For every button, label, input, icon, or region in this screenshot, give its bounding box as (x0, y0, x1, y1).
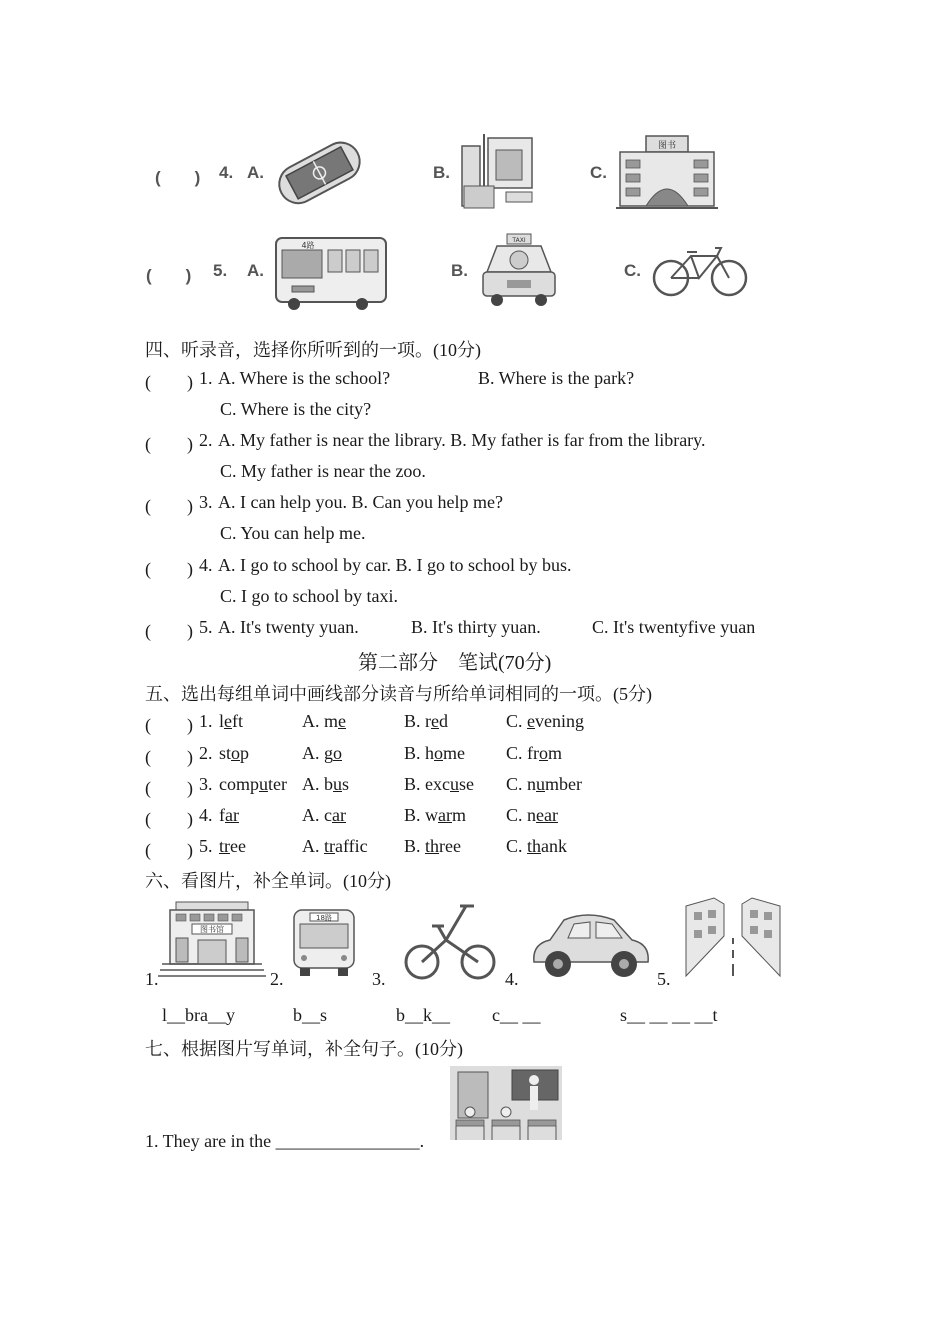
option-b: B. It's thirty yuan. (411, 617, 541, 637)
underlined-letters: ar (438, 805, 452, 825)
answer-bracket[interactable]: ( ) (145, 559, 193, 579)
option-c: C. It's twentyfive yuan (592, 617, 756, 637)
word-part: m (452, 805, 467, 825)
word-part: exc (425, 774, 450, 794)
options-ab: A. My father is near the library. B. My father is far from the library. (218, 430, 706, 450)
underlined-letters: o (434, 743, 444, 763)
blank-word[interactable]: c__ __ (492, 1005, 541, 1025)
word-part: A. (302, 774, 324, 794)
given-word (219, 805, 239, 826)
word-part: comp (219, 774, 259, 794)
underlined-letters: tr (324, 836, 335, 856)
word-part: p (240, 743, 250, 763)
word-part: vening (535, 711, 585, 731)
answer-bracket[interactable]: ( ) (145, 778, 193, 798)
bus-front-icon (290, 906, 358, 978)
word-part: d (439, 711, 449, 731)
option-label-b: B. (451, 261, 468, 280)
option-c (506, 774, 582, 795)
picture-number: 5. (657, 969, 671, 989)
underlined-letters: e (224, 711, 233, 731)
question-number: 2. (199, 430, 213, 450)
answer-bracket[interactable]: ( ) (145, 372, 193, 392)
word-part: se (459, 774, 474, 794)
given-word (219, 836, 246, 857)
underlined-letters: ar (332, 805, 346, 825)
option-a (302, 805, 346, 826)
answer-bracket[interactable]: ( ) (145, 840, 193, 860)
taxi-sign: TAXI (512, 237, 526, 244)
bus-number: 4路 (301, 241, 315, 250)
question-number: 1. (199, 711, 213, 731)
taxi-icon (479, 228, 559, 312)
word-part: m (548, 743, 563, 763)
word-part: m (324, 711, 339, 731)
section-heading: 七、根据图片写单词，补全句子。(10分) (145, 1039, 463, 1059)
underlined-letters: ear (536, 805, 558, 825)
section-heading: 六、看图片，补全单词。(10分) (145, 871, 391, 891)
word-part: h (425, 743, 435, 763)
word-part: A. (302, 711, 324, 731)
answer-bracket[interactable]: ( ) (145, 434, 193, 454)
blank-word[interactable]: s__ __ __ __t (620, 1005, 718, 1025)
picture-number: 3. (372, 969, 386, 989)
option-b (404, 743, 465, 764)
word-part: fr (527, 743, 540, 763)
answer-bracket[interactable]: ( ) (145, 496, 193, 516)
stadium-icon (272, 136, 366, 208)
underlined-letters: o (333, 743, 342, 763)
option-label-a: A. (247, 261, 264, 280)
given-word (219, 711, 243, 732)
sign-text: 图书 (657, 141, 677, 151)
school-building-icon (616, 132, 718, 212)
word-part: C. (506, 774, 528, 794)
word-part: w (425, 805, 439, 825)
underlined-letters: o (231, 743, 241, 763)
blank-word[interactable]: b__s (293, 1005, 328, 1025)
picture-number: 4. (505, 969, 519, 989)
word-part: b (324, 774, 333, 794)
building-corner-icon (460, 132, 538, 212)
option-c: C. Where is the city? (220, 399, 372, 419)
fill-in-sentence[interactable]: 1. They are in the ________________. (145, 1131, 425, 1151)
bicycle-icon (651, 242, 749, 300)
answer-bracket[interactable]: ( ) (145, 747, 193, 767)
option-c: C. My father is near the zoo. (220, 461, 426, 481)
word-part: mber (545, 774, 582, 794)
answer-bracket[interactable]: ( ) (145, 621, 193, 641)
word-part: me (443, 743, 466, 763)
option-label-a: A. (247, 163, 264, 182)
word-part: ee (230, 836, 246, 856)
underlined-letters: u (450, 774, 459, 794)
car-icon (528, 908, 654, 980)
option-c: C. I go to school by taxi. (220, 586, 398, 606)
word-part: A. (302, 743, 324, 763)
option-b (404, 805, 466, 826)
underlined-letters: o (539, 743, 549, 763)
question-number: 5. (199, 617, 213, 637)
option-c (506, 743, 562, 764)
word-part: A. (302, 805, 324, 825)
bracket[interactable]: ( ) (155, 168, 201, 187)
options-ab: A. I go to school by car. B. I go to school by bus. (218, 555, 572, 575)
word-part: n (527, 805, 537, 825)
underlined-letters: u (536, 774, 546, 794)
word-part: B. (404, 743, 426, 763)
question-number: 5. (199, 836, 213, 856)
option-c (506, 711, 584, 732)
question-number: 4. (199, 805, 213, 825)
picture-number: 1. (145, 969, 159, 989)
given-word (219, 774, 287, 795)
option-b: B. Where is the park? (478, 368, 635, 388)
underlined-letters: th (425, 836, 440, 856)
question-number: 3. (199, 774, 213, 794)
part-title: 第二部分 笔试(70分) (358, 652, 552, 674)
word-part: C. (506, 836, 528, 856)
blank-word[interactable]: l__bra__y (162, 1005, 235, 1025)
word-part: C. (506, 743, 528, 763)
underlined-letters: ar (225, 805, 239, 825)
word-part: r (425, 711, 432, 731)
bus-icon (272, 228, 390, 312)
bus-sign: 18路 (316, 914, 332, 922)
word-part: A. (302, 836, 324, 856)
section-heading: 五、选出每组单词中画线部分读音与所给单词相同的一项。(5分) (145, 684, 652, 704)
question-number: 1. (199, 368, 213, 388)
word-part: l (219, 711, 225, 731)
word-part: B. (404, 774, 426, 794)
question-number: 4. (199, 555, 213, 575)
option-b (404, 836, 461, 857)
word-part: B. (404, 805, 426, 825)
underlined-letters: e (527, 711, 536, 731)
word-part: n (527, 774, 537, 794)
options-ab: A. I can help you. B. Can you help me? (218, 492, 503, 512)
word-part: s (342, 774, 350, 794)
option-a (302, 711, 346, 732)
underlined-letters: u (259, 774, 268, 794)
answer-bracket[interactable]: ( ) (145, 715, 193, 735)
question-number: 4. (219, 163, 234, 182)
picture-number: 2. (270, 969, 284, 989)
word-part: g (324, 743, 333, 763)
word-part: ank (541, 836, 568, 856)
word-part: c (324, 805, 332, 825)
option-a: A. It's twenty yuan. (218, 617, 359, 637)
section-heading: 四、听录音，选择你所听到的一项。(10分) (145, 340, 481, 360)
option-c (506, 805, 558, 826)
question-number: 2. (199, 743, 213, 763)
word-part: f (219, 805, 225, 825)
option-b (404, 774, 474, 795)
underlined-letters: u (333, 774, 342, 794)
underlined-letters: e (431, 711, 440, 731)
word-part: affic (335, 836, 368, 856)
word-part: ter (268, 774, 287, 794)
street-icon (684, 896, 782, 980)
question-number: 3. (199, 492, 213, 512)
word-part: st (219, 743, 232, 763)
option-a (302, 743, 342, 764)
underlined-letters: th (527, 836, 542, 856)
given-word (219, 743, 249, 764)
bracket[interactable]: ( ) (146, 266, 192, 285)
word-part: B. (404, 836, 426, 856)
blank-word[interactable]: b__k__ (396, 1005, 450, 1025)
word-part: B. (404, 711, 426, 731)
folding-bike-icon (402, 896, 498, 982)
option-b (404, 711, 448, 732)
underlined-letters: e (338, 711, 347, 731)
option-label-b: B. (433, 163, 450, 182)
word-part: C. (506, 711, 528, 731)
underlined-letters: tr (219, 836, 230, 856)
option-c: C. You can help me. (220, 523, 366, 543)
question-number: 5. (213, 261, 228, 280)
word-part: C. (506, 805, 528, 825)
option-a (302, 836, 368, 857)
classroom-icon (450, 1066, 562, 1140)
word-part: ree (439, 836, 462, 856)
option-a: A. Where is the school? (218, 368, 391, 388)
library-sign: 图书馆 (200, 925, 224, 934)
option-a (302, 774, 349, 795)
word-part: ft (232, 711, 244, 731)
answer-bracket[interactable]: ( ) (145, 809, 193, 829)
option-label-c: C. (624, 261, 641, 280)
library-icon (158, 898, 266, 978)
option-label-c: C. (590, 163, 607, 182)
option-c (506, 836, 567, 857)
